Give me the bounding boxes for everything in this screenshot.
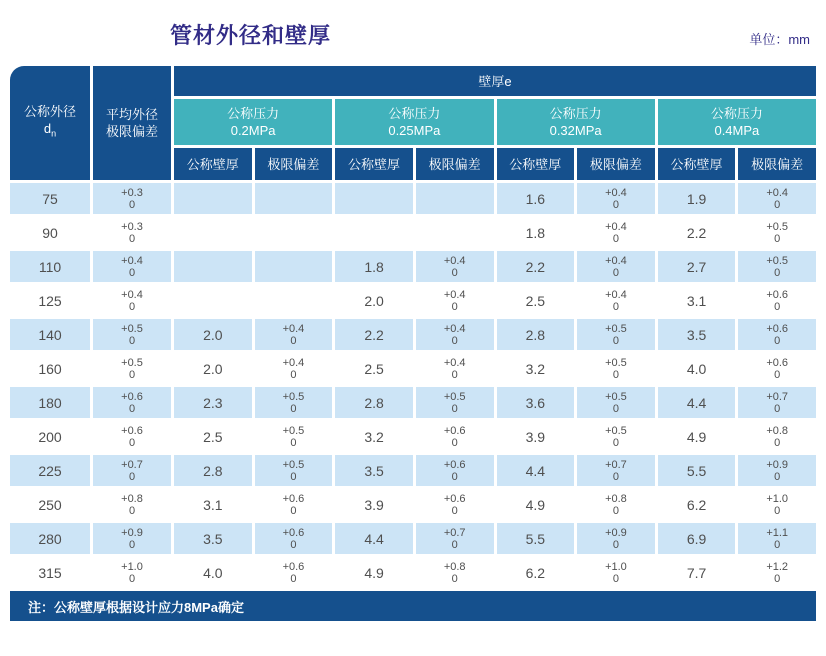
col-header-avg-od-tolerance <box>93 66 171 180</box>
cell-nominal-thickness: 6.9 <box>658 523 736 554</box>
col-header-avg-od-line2: 极限偏差 <box>105 124 158 139</box>
note-bar: 注：公称壁厚根据设计应力8MPa确定 <box>10 591 816 621</box>
cell-thickness-tolerance: +0.5 0 <box>577 387 655 418</box>
unit-label: 单位：mm <box>749 32 810 47</box>
cell-thickness-tolerance: +0.6 0 <box>738 285 816 316</box>
cell-nominal-thickness: 2.7 <box>658 251 736 282</box>
cell-nominal-thickness: 2.8 <box>497 319 575 350</box>
cell-thickness-tolerance: +0.5 0 <box>416 387 494 418</box>
cell-avg-tolerance: +0.3 0 <box>93 217 171 248</box>
cell-thickness-tolerance: +0.6 0 <box>416 455 494 486</box>
cell-dn: 200 <box>10 421 90 452</box>
sub-header-tolerance: 极限偏差 <box>577 148 655 180</box>
cell-nominal-thickness: 4.4 <box>658 387 736 418</box>
cell-nominal-thickness: 2.5 <box>497 285 575 316</box>
cell-nominal-thickness: 1.9 <box>658 183 736 214</box>
col-header-nominal-od <box>10 66 90 180</box>
cell-nominal-thickness: 5.5 <box>497 523 575 554</box>
table-body <box>10 183 816 588</box>
cell-thickness-tolerance: +0.6 0 <box>255 523 333 554</box>
cell-nominal-thickness: 6.2 <box>497 557 575 588</box>
sub-header-tolerance: 极限偏差 <box>255 148 333 180</box>
cell-thickness-tolerance: +0.4 0 <box>416 285 494 316</box>
cell-thickness-tolerance: +0.5 0 <box>255 387 333 418</box>
cell-thickness-tolerance <box>416 183 494 214</box>
cell-avg-tolerance: +0.8 0 <box>93 489 171 520</box>
cell-dn: 180 <box>10 387 90 418</box>
cell-nominal-thickness: 1.6 <box>497 183 575 214</box>
cell-nominal-thickness: 3.5 <box>335 455 413 486</box>
cell-nominal-thickness <box>335 183 413 214</box>
cell-nominal-thickness: 4.0 <box>174 557 252 588</box>
cell-nominal-thickness: 2.2 <box>335 319 413 350</box>
cell-nominal-thickness <box>174 217 252 248</box>
cell-thickness-tolerance <box>255 285 333 316</box>
cell-thickness-tolerance: +0.4 0 <box>255 353 333 384</box>
cell-nominal-thickness: 2.2 <box>497 251 575 282</box>
cell-thickness-tolerance: +0.5 0 <box>255 455 333 486</box>
cell-nominal-thickness: 3.9 <box>335 489 413 520</box>
cell-avg-tolerance: +0.5 0 <box>93 353 171 384</box>
cell-thickness-tolerance: +0.4 0 <box>738 183 816 214</box>
cell-avg-tolerance: +0.6 0 <box>93 421 171 452</box>
cell-dn: 160 <box>10 353 90 384</box>
cell-thickness-tolerance: +0.6 0 <box>416 421 494 452</box>
cell-nominal-thickness: 3.2 <box>497 353 575 384</box>
cell-thickness-tolerance: +0.4 0 <box>255 319 333 350</box>
cell-thickness-tolerance: +0.5 0 <box>577 319 655 350</box>
cell-nominal-thickness: 1.8 <box>335 251 413 282</box>
cell-nominal-thickness: 3.1 <box>658 285 736 316</box>
cell-thickness-tolerance: +0.5 0 <box>255 421 333 452</box>
col-header-nominal-od-symbol: $d_n$ <box>43 121 57 139</box>
cell-thickness-tolerance: +0.4 0 <box>416 251 494 282</box>
cell-nominal-thickness: 6.2 <box>658 489 736 520</box>
cell-nominal-thickness: 2.8 <box>174 455 252 486</box>
sub-header-nominal-thickness: 公称壁厚 <box>497 148 575 180</box>
cell-avg-tolerance: +0.4 0 <box>93 285 171 316</box>
cell-thickness-tolerance: +0.6 0 <box>416 489 494 520</box>
cell-thickness-tolerance <box>255 217 333 248</box>
cell-avg-tolerance: +0.4 0 <box>93 251 171 282</box>
cell-nominal-thickness: 5.5 <box>658 455 736 486</box>
col-header-avg-od-line1: 平均外径 <box>105 107 158 122</box>
cell-nominal-thickness: 2.0 <box>174 319 252 350</box>
cell-thickness-tolerance: +1.0 0 <box>738 489 816 520</box>
cell-nominal-thickness: 3.6 <box>497 387 575 418</box>
spec-table <box>10 66 816 588</box>
cell-nominal-thickness: 3.5 <box>174 523 252 554</box>
sub-header-tolerance: 极限偏差 <box>738 148 816 180</box>
cell-dn: 280 <box>10 523 90 554</box>
cell-thickness-tolerance: +1.1 0 <box>738 523 816 554</box>
cell-avg-tolerance: +0.7 0 <box>93 455 171 486</box>
pressure-group-header-0.25MPa: 公称压力 0.25MPa <box>335 99 493 145</box>
cell-nominal-thickness: 4.4 <box>497 455 575 486</box>
cell-thickness-tolerance: +0.9 0 <box>738 455 816 486</box>
cell-thickness-tolerance: +0.7 0 <box>416 523 494 554</box>
cell-avg-tolerance: +0.5 0 <box>93 319 171 350</box>
cell-thickness-tolerance: +0.8 0 <box>416 557 494 588</box>
sub-header-nominal-thickness: 公称壁厚 <box>658 148 736 180</box>
cell-thickness-tolerance: +0.4 0 <box>577 217 655 248</box>
cell-nominal-thickness <box>335 217 413 248</box>
col-header-nominal-od-label: 公称外径 <box>23 104 76 120</box>
cell-nominal-thickness: 4.9 <box>335 557 413 588</box>
sub-header-nominal-thickness: 公称壁厚 <box>174 148 252 180</box>
cell-dn: 140 <box>10 319 90 350</box>
cell-nominal-thickness: 1.8 <box>497 217 575 248</box>
cell-nominal-thickness: 2.0 <box>335 285 413 316</box>
cell-nominal-thickness: 7.7 <box>658 557 736 588</box>
cell-thickness-tolerance: +1.0 0 <box>577 557 655 588</box>
cell-thickness-tolerance: +0.4 0 <box>577 285 655 316</box>
cell-nominal-thickness: 2.5 <box>335 353 413 384</box>
cell-avg-tolerance: +0.9 0 <box>93 523 171 554</box>
cell-nominal-thickness: 4.9 <box>658 421 736 452</box>
cell-nominal-thickness: 3.2 <box>335 421 413 452</box>
cell-nominal-thickness <box>174 183 252 214</box>
cell-thickness-tolerance: +0.5 0 <box>738 217 816 248</box>
sub-header-nominal-thickness: 公称壁厚 <box>335 148 413 180</box>
cell-nominal-thickness: 4.9 <box>497 489 575 520</box>
cell-thickness-tolerance <box>416 217 494 248</box>
cell-dn: 90 <box>10 217 90 248</box>
cell-dn: 225 <box>10 455 90 486</box>
cell-thickness-tolerance: +0.8 0 <box>738 421 816 452</box>
cell-avg-tolerance: +0.3 0 <box>93 183 171 214</box>
cell-thickness-tolerance: +0.6 0 <box>738 319 816 350</box>
cell-thickness-tolerance <box>255 251 333 282</box>
cell-thickness-tolerance: +0.6 0 <box>255 557 333 588</box>
cell-dn: 250 <box>10 489 90 520</box>
cell-thickness-tolerance: +0.9 0 <box>577 523 655 554</box>
col-header-wall-thickness: 壁厚e <box>174 66 816 96</box>
cell-thickness-tolerance: +0.4 0 <box>416 319 494 350</box>
cell-thickness-tolerance: +0.7 0 <box>738 387 816 418</box>
cell-dn: 110 <box>10 251 90 282</box>
cell-nominal-thickness: 3.5 <box>658 319 736 350</box>
page-title: 管材外径和壁厚 <box>170 23 332 48</box>
cell-avg-tolerance: +0.6 0 <box>93 387 171 418</box>
cell-nominal-thickness: 3.1 <box>174 489 252 520</box>
pressure-group-header-0.2MPa: 公称压力 0.2MPa <box>174 99 332 145</box>
cell-nominal-thickness: 2.8 <box>335 387 413 418</box>
cell-nominal-thickness: 4.0 <box>658 353 736 384</box>
cell-nominal-thickness <box>174 251 252 282</box>
cell-nominal-thickness: 2.0 <box>174 353 252 384</box>
cell-nominal-thickness: 4.4 <box>335 523 413 554</box>
cell-thickness-tolerance: +0.4 0 <box>577 251 655 282</box>
cell-thickness-tolerance: +0.8 0 <box>577 489 655 520</box>
cell-thickness-tolerance: +0.7 0 <box>577 455 655 486</box>
cell-nominal-thickness: 2.3 <box>174 387 252 418</box>
pressure-group-header-0.32MPa: 公称压力 0.32MPa <box>497 99 655 145</box>
cell-nominal-thickness: 2.2 <box>658 217 736 248</box>
cell-nominal-thickness: 3.9 <box>497 421 575 452</box>
title-bar <box>10 20 810 50</box>
cell-thickness-tolerance: +0.6 0 <box>255 489 333 520</box>
pressure-group-header-0.4MPa: 公称压力 0.4MPa <box>658 99 816 145</box>
sub-header-tolerance: 极限偏差 <box>416 148 494 180</box>
cell-avg-tolerance: +1.0 0 <box>93 557 171 588</box>
cell-thickness-tolerance: +0.6 0 <box>738 353 816 384</box>
cell-thickness-tolerance: +0.5 0 <box>738 251 816 282</box>
cell-dn: 315 <box>10 557 90 588</box>
cell-thickness-tolerance: +1.2 0 <box>738 557 816 588</box>
cell-thickness-tolerance: +0.4 0 <box>416 353 494 384</box>
cell-dn: 125 <box>10 285 90 316</box>
cell-thickness-tolerance: +0.5 0 <box>577 353 655 384</box>
cell-thickness-tolerance <box>255 183 333 214</box>
table-header <box>10 66 816 180</box>
cell-nominal-thickness: 2.5 <box>174 421 252 452</box>
cell-dn: 75 <box>10 183 90 214</box>
cell-thickness-tolerance: +0.5 0 <box>577 421 655 452</box>
cell-thickness-tolerance: +0.4 0 <box>577 183 655 214</box>
cell-nominal-thickness <box>174 285 252 316</box>
